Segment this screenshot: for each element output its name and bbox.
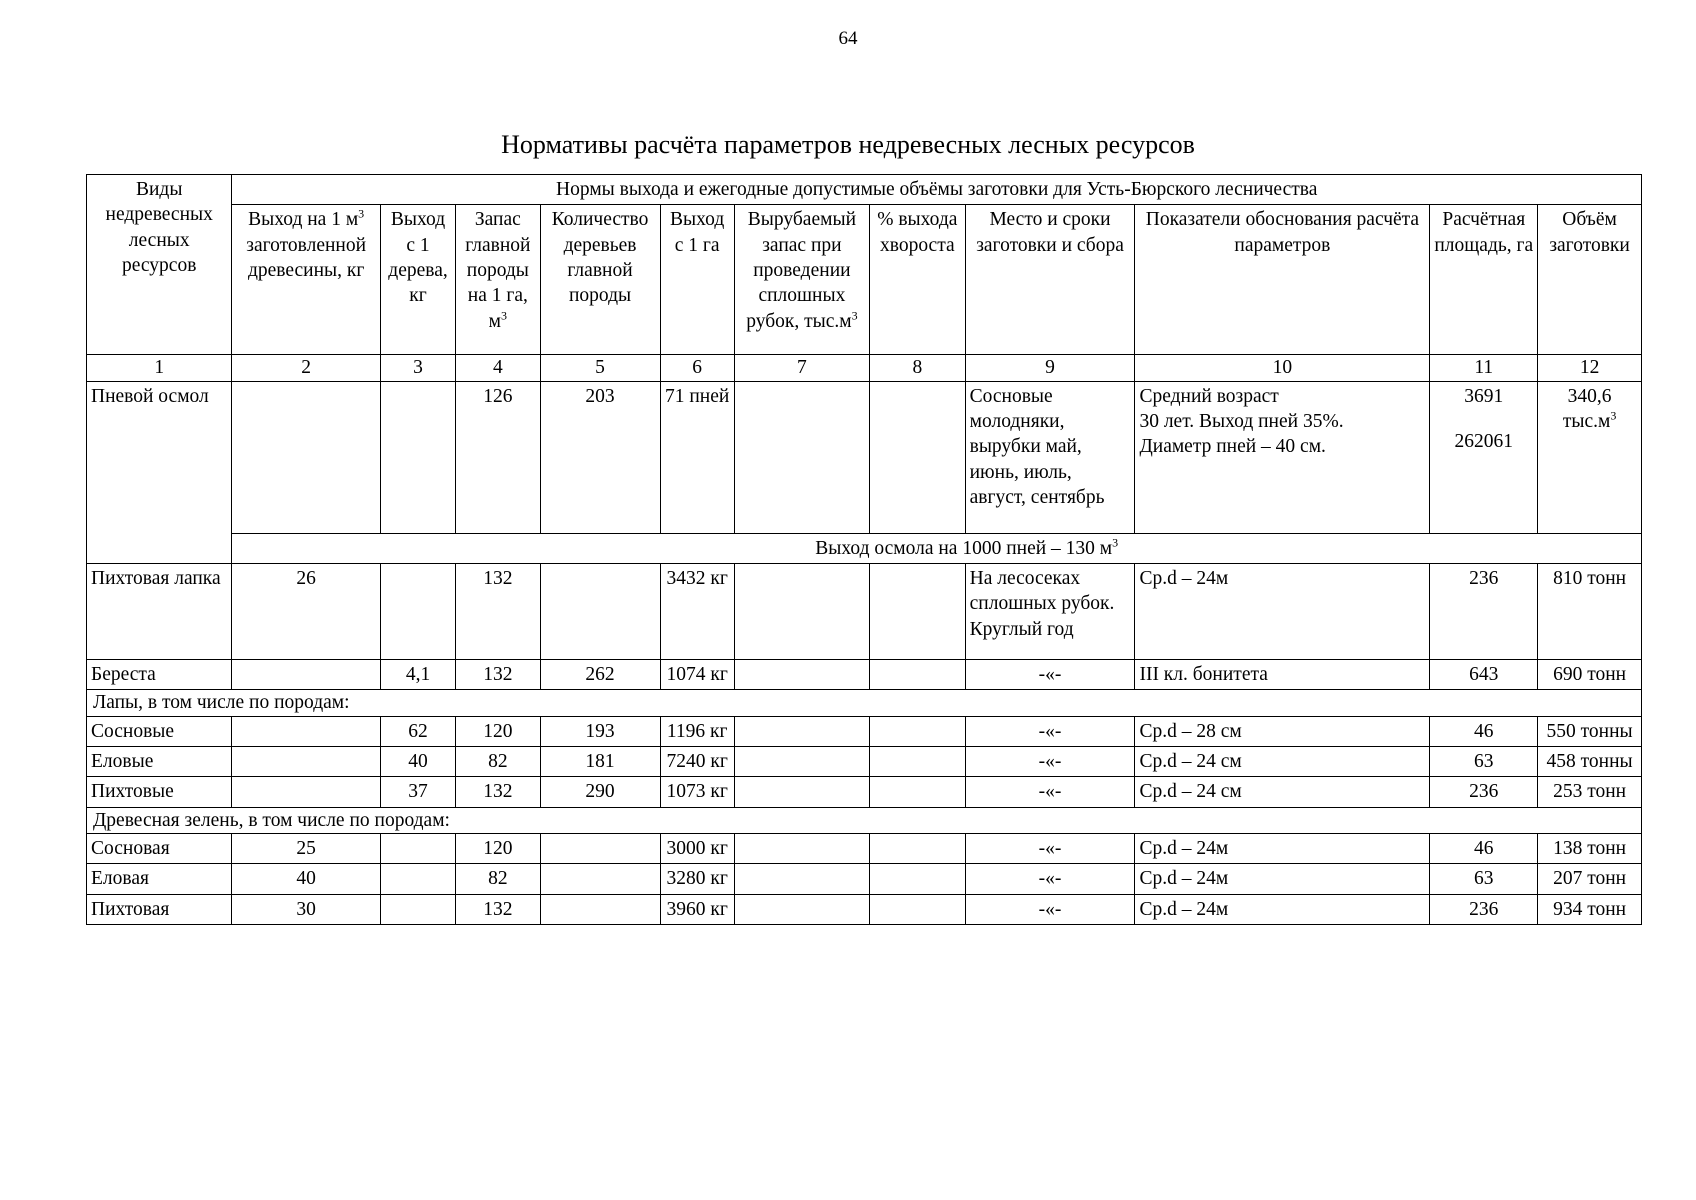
table-row <box>87 747 1642 777</box>
area-value: 3691 <box>1464 385 1504 407</box>
table-cell: 132 <box>456 564 540 660</box>
table-cell: -«- <box>965 864 1135 894</box>
table-cell: 810 тонн <box>1538 564 1642 660</box>
table-cell: 207 тонн <box>1538 864 1642 894</box>
table-cell: 193 <box>540 716 660 746</box>
col-header-area: Расчётная площадь, га <box>1430 205 1538 355</box>
table-cell: Ср.d – 24 см <box>1135 747 1430 777</box>
osmol-note: Выход осмола на 1000 пней – 130 $м^3$ <box>232 533 1642 563</box>
row-name: Береста <box>87 660 232 690</box>
table-cell: 37 <box>380 777 455 807</box>
col-number: 8 <box>870 355 966 381</box>
table-cell <box>870 747 966 777</box>
group-row-zelen <box>87 807 1642 833</box>
table-cell <box>232 660 380 690</box>
table-cell <box>380 381 455 533</box>
table-cell: 262 <box>540 660 660 690</box>
table-cell: Ср.d – 28 см <box>1135 716 1430 746</box>
group-label: Лапы, в том числе по породам: <box>87 690 1642 716</box>
table-cell: 1196 кг <box>660 716 734 746</box>
table-cell: 40 <box>380 747 455 777</box>
table-cell: 63 <box>1430 747 1538 777</box>
table-cell: Ср.d – 24м <box>1135 864 1430 894</box>
table-cell: -«- <box>965 894 1135 924</box>
table-row <box>87 716 1642 746</box>
table-cell <box>870 864 966 894</box>
col-header-volume: Объём заготовки <box>1538 205 1642 355</box>
area-value: 262061 <box>1454 431 1514 453</box>
table-cell: Сосновые молодняки, вырубки май, июнь, июль, август, сентябрь <box>965 381 1135 533</box>
col-header-justification: Показатели обоснования расчёта параметров <box>1135 205 1430 355</box>
table-cell: 550 тонны <box>1538 716 1642 746</box>
row-name: Пихтовые <box>87 777 232 807</box>
column-number-row <box>87 355 1642 381</box>
table-cell <box>870 834 966 864</box>
table-cell: 290 <box>540 777 660 807</box>
col-header-tree-count: Количество деревьев главной породы <box>540 205 660 355</box>
table-cell: 132 <box>456 894 540 924</box>
table-cell: -«- <box>965 834 1135 864</box>
table-cell <box>734 834 869 864</box>
table-cell: 1074 кг <box>660 660 734 690</box>
table-cell: 181 <box>540 747 660 777</box>
col-number: 9 <box>965 355 1135 381</box>
table-row <box>87 834 1642 864</box>
justification-line: Средний возраст <box>1139 385 1279 407</box>
table-cell <box>870 777 966 807</box>
table-cell: Ср.d – 24 см <box>1135 777 1430 807</box>
span-header: Нормы выхода и ежегодные допустимые объёмы заготовки для Усть-Бюрского лесничества <box>232 175 1642 205</box>
row-name: Сосновая <box>87 834 232 864</box>
col-header-felled-stock: Вырубаемый запас при проведении сплошных рубок, $тыс.м^3$ <box>734 205 869 355</box>
table-cell: 30 <box>232 894 380 924</box>
table-cell <box>380 864 455 894</box>
table-cell <box>380 894 455 924</box>
table-cell <box>734 660 869 690</box>
col-number: 5 <box>540 355 660 381</box>
table-cell: 120 <box>456 834 540 864</box>
header-row-top <box>87 175 1642 205</box>
table-cell: 3280 кг <box>660 864 734 894</box>
table-cell <box>734 894 869 924</box>
table-cell: 71 пней <box>660 381 734 533</box>
table-cell: 26 <box>232 564 380 660</box>
table-cell: 138 тонн <box>1538 834 1642 864</box>
table-cell <box>540 564 660 660</box>
table-cell: 46 <box>1430 716 1538 746</box>
header-row <box>87 205 1642 355</box>
row-name: Пихтовая <box>87 894 232 924</box>
table-cell: 40 <box>232 864 380 894</box>
table-cell <box>380 564 455 660</box>
table-row-lapka <box>87 564 1642 660</box>
table-cell: 1073 кг <box>660 777 734 807</box>
col-header-yield-per-m3: Выход на 1 $м^3$ заготовленной древесины, кг <box>232 205 380 355</box>
table-cell: 340,6 $тыс.м^3$ <box>1538 381 1642 533</box>
table-cell <box>232 381 380 533</box>
table-cell <box>540 834 660 864</box>
table-cell: Ср.d – 24м <box>1135 564 1430 660</box>
table-cell <box>540 894 660 924</box>
table-cell <box>870 564 966 660</box>
table-cell: 934 тонн <box>1538 894 1642 924</box>
table-cell: 3000 кг <box>660 834 734 864</box>
row-name: Еловая <box>87 864 232 894</box>
table-cell: 458 тонны <box>1538 747 1642 777</box>
table-cell <box>380 834 455 864</box>
table-cell <box>232 777 380 807</box>
col-number: 12 <box>1538 355 1642 381</box>
table-cell <box>734 777 869 807</box>
table-cell <box>1430 381 1538 533</box>
page-number: 64 <box>838 28 858 49</box>
table-cell: 3960 кг <box>660 894 734 924</box>
col-number: 2 <box>232 355 380 381</box>
group-row-lapy <box>87 690 1642 716</box>
table-cell: 253 тонн <box>1538 777 1642 807</box>
table-cell <box>540 864 660 894</box>
table-cell: 690 тонн <box>1538 660 1642 690</box>
table-cell: 236 <box>1430 564 1538 660</box>
table-cell <box>734 564 869 660</box>
col-header-yield-per-ha: Выход с 1 га <box>660 205 734 355</box>
table-cell: 7240 кг <box>660 747 734 777</box>
table-row-osmol-note <box>87 533 1642 563</box>
table-cell <box>734 381 869 533</box>
table-cell: 132 <box>456 660 540 690</box>
col-header-stock-per-ha: Запас главной породы на 1 га, $м^3$ <box>456 205 540 355</box>
document-title: Нормативы расчёта параметров недревесных лесных ресурсов <box>501 130 1195 159</box>
table-cell: 236 <box>1430 894 1538 924</box>
col-number: 11 <box>1430 355 1538 381</box>
table-cell: 82 <box>456 747 540 777</box>
table-cell: -«- <box>965 716 1135 746</box>
col-header-yield-per-tree: Выход с 1 дерева, кг <box>380 205 455 355</box>
col-header-resource-type: Виды недревесных лесных ресурсов <box>87 175 232 355</box>
table-row <box>87 894 1642 924</box>
norms-table <box>86 174 1642 925</box>
col-number: 10 <box>1135 355 1430 381</box>
table-cell: 203 <box>540 381 660 533</box>
col-header-place-and-terms: Место и сроки заготовки и сбора <box>965 205 1135 355</box>
justification-line: 30 лет. Выход пней 35%. <box>1139 411 1344 433</box>
col-number: 6 <box>660 355 734 381</box>
table-cell <box>870 660 966 690</box>
row-name: Пневой осмол <box>87 381 232 563</box>
table-cell <box>870 716 966 746</box>
table-cell: 62 <box>380 716 455 746</box>
table-cell: 132 <box>456 777 540 807</box>
table-cell <box>232 716 380 746</box>
row-name: Сосновые <box>87 716 232 746</box>
table-cell: 46 <box>1430 834 1538 864</box>
table-row <box>87 777 1642 807</box>
group-label: Древесная зелень, в том числе по породам: <box>87 807 1642 833</box>
col-number: 1 <box>87 355 232 381</box>
col-number: 3 <box>380 355 455 381</box>
table-cell: 126 <box>456 381 540 533</box>
table-row-osmol <box>87 381 1642 533</box>
table-row-beresta <box>87 660 1642 690</box>
table-cell: 82 <box>456 864 540 894</box>
table-cell: Ср.d – 24м <box>1135 834 1430 864</box>
table-cell: 3432 кг <box>660 564 734 660</box>
table-cell <box>232 747 380 777</box>
row-name: Еловые <box>87 747 232 777</box>
col-header-brushwood-percent: % выхода хвороста <box>870 205 966 355</box>
col-number: 7 <box>734 355 869 381</box>
justification-line: Диаметр пней – 40 см. <box>1139 436 1326 458</box>
table-cell: 4,1 <box>380 660 455 690</box>
table-cell: -«- <box>965 660 1135 690</box>
table-cell <box>1135 381 1430 533</box>
table-cell: III кл. бонитета <box>1135 660 1430 690</box>
table-cell: -«- <box>965 777 1135 807</box>
table-cell <box>870 381 966 533</box>
table-cell: 643 <box>1430 660 1538 690</box>
table-cell <box>734 747 869 777</box>
table-cell: 236 <box>1430 777 1538 807</box>
row-name: Пихтовая лапка <box>87 564 232 660</box>
table-cell <box>734 864 869 894</box>
table-cell: Ср.d – 24м <box>1135 894 1430 924</box>
table-cell <box>870 894 966 924</box>
col-number: 4 <box>456 355 540 381</box>
table-cell: На лесосеках сплошных рубок. Круглый год <box>965 564 1135 660</box>
table-cell: -«- <box>965 747 1135 777</box>
table-row <box>87 864 1642 894</box>
table-cell <box>734 716 869 746</box>
table-cell: 63 <box>1430 864 1538 894</box>
table-cell: 25 <box>232 834 380 864</box>
table-cell: 120 <box>456 716 540 746</box>
